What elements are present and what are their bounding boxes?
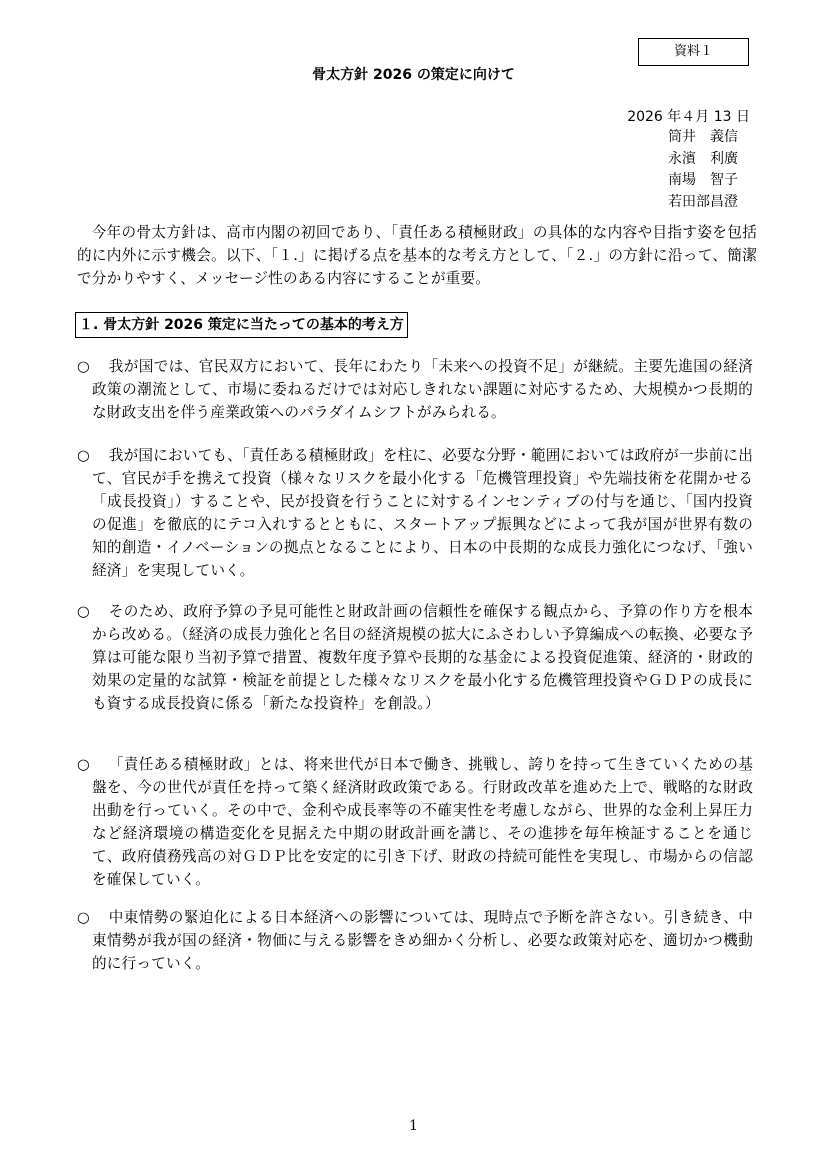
circle-bullet-icon: ○ (77, 447, 90, 464)
bullet-text: そのため、政府予算の予見可能性と財政計画の信頼性を確保する観点から、予算の作り方を根本から改める。（経済の成長力強化と名目の経済規模の拡大にふさわしい予算編成への転換、必要な予算は可能な限り当初予算で措置、複数年度予算や長期的な基金による投資促進策、経済的・財政的効果の定量的な試算・検証を前提とした様々なリスクを最小化する危機管理投資やＧＤＰの成長にも資する成長投資に係る「新たな投資枠」を創設。） (92, 603, 753, 713)
bullet-text: 我が国では、官民双方において、長年にわたり「未来への投資不足」が継続。主要先進国の経済政策の潮流として、市場に委ねるだけでは対応しきれない課題に対応するため、大規模かつ長期的な財政支出を伴う産業政策へのパラダイムシフトがみられる。 (92, 358, 753, 422)
document-date: 2026 年４月 13 日 (627, 109, 750, 125)
document-label-box: 資料１ (638, 38, 749, 66)
bullet-text: 我が国においても、「責任ある積極財政」を柱に、必要な分野・範囲においては政府が一歩前に出て、官民が手を携えて投資（様々なリスクを最小化する「危機管理投資」や先端技術を花開かせる「成長投資」）することや、民が投資を行うことに対するインセンティブの付与を通じ、「国内投資の促進」を徹底的にテコ入れするとともに、スタートアップ振興などによって我が国が世界有数の知的創造・イノベーションの拠点となることにより、日本の中長期的な成長力強化につなげ、「強い経済」を実現していく。 (92, 447, 753, 580)
circle-bullet-icon: ○ (77, 756, 90, 773)
author-name: 筒井 義信 (668, 129, 738, 145)
circle-bullet-icon: ○ (77, 603, 90, 620)
intro-paragraph: 今年の骨太方針は、高市内閣の初回であり、「責任ある積極財政」の具体的な内容や目指す姿を包括的に内外に示す機会。以下、「１.」に掲げる点を基本的な考え方として、「２.」の方針に沿って、簡潔で分かりやすく、メッセージ性のある内容にすることが重要。 (77, 224, 757, 287)
author-name: 若田部昌澄 (668, 193, 738, 210)
section-heading: １. 骨太方針 2026 策定に当たっての基本的考え方 (75, 312, 408, 338)
circle-bullet-icon: ○ (77, 358, 90, 375)
bullet-text: 「責任ある積極財政」とは、将来世代が日本で働き、挑戦し、誇りを持って生きていくための基盤を、今の世代が責任を持って築く経済財政政策である。行財政改革を進めた上で、戦略的な財政出動を行っていく。その中で、金利や成長率等の不確実性を考慮しながら、世界的な金利上昇圧力など経済環境の構造変化を見据えた中期の財政計画を講じ、その進捗を毎年検証することを通じて、政府債務残高の対ＧＤＰ比を安定的に引き下げ、財政の持続可能性を実現し、市場からの信認を確保していく。 (92, 756, 753, 889)
bullet-item (77, 600, 753, 715)
bullet-item (77, 906, 753, 975)
bullet-text: 中東情勢の緊迫化による日本経済への影響については、現時点で予断を許さない。引き続き、中東情勢が我が国の経済・物価に与える影響をきめ細かく分析し、必要な政策対応を、適切かつ機動的に行っていく。 (92, 909, 753, 973)
bullet-item (77, 355, 753, 424)
document-title: 骨太方針 2026 の策定に向けて (312, 67, 515, 83)
circle-bullet-icon: ○ (77, 909, 90, 926)
bullet-item (77, 753, 753, 892)
page-number: 1 (409, 1118, 418, 1134)
author-name: 永濱 利廣 (668, 150, 738, 167)
author-name: 南場 智子 (668, 172, 738, 188)
bullet-item (77, 444, 753, 583)
author-list (668, 127, 738, 213)
